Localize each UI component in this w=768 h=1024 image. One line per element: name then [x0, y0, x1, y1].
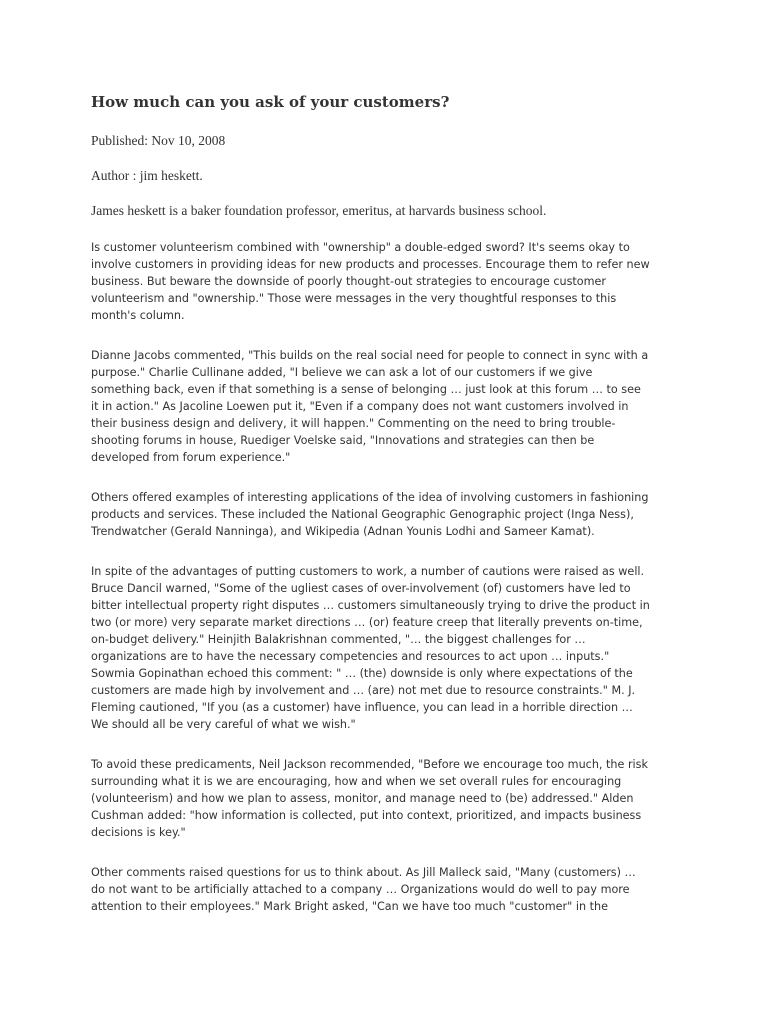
paragraph: Others offered examples of interesting applications of the idea of involving customers in fashioning products and services. These included the National Geographic Genographic project (Inga Ness), Trendwatcher (Gerald Nanninga), and Wikipedia (Adnan Younis Lodhi and Sameer Kamat).	[91, 491, 649, 538]
article-title: How much can you ask of your customers?	[91, 93, 450, 111]
paragraph: Other comments raised questions for us to think about. As Jill Malleck said, "Many (customers) … do not want to be artificially attached to a company … Organizations would do well to pay more attention to their employees." Mark Bright asked, "Can we have too much "customer" in the	[91, 866, 636, 913]
paragraph: Is customer volunteerism combined with "ownership" a double-edged sword? It's seems okay to involve customers in providing ideas for new products and processes. Encourage them to refer new business. But beware the downside of poorly thought-out strategies to encourage customer volunteerism and "ownership." Those were messages in the very thoughtful responses to this month's column.	[91, 241, 650, 322]
paragraph: To avoid these predicaments, Neil Jackson recommended, "Before we encourage too much, the risk surrounding what it is we are encouraging, how and when we set overall rules for encouraging (volunteerism) and how we plan to assess, monitor, and manage need to (be) addressed." Alden Cushman added: "how information is collected, put into context, prioritized, and impacts business decisions is key."	[91, 758, 648, 839]
author-line: Author : jim heskett.	[91, 168, 203, 183]
published-date: Published: Nov 10, 2008	[91, 133, 226, 148]
paragraph: Dianne Jacobs commented, "This builds on the real social need for people to connect in sync with a purpose." Charlie Cullinane added, "I believe we can ask a lot of our customers if we give something back, even if that something is a sense of belonging … just look at this forum … to see it in action." As Jacoline Loewen put it, "Even if a company does not want customers involved in their business design and delivery, it will happen." Commenting on the need to bring trouble-shooting forums in house, Ruediger Voelske said, "Innovations and strategies can then be developed from forum experience."	[91, 349, 649, 464]
paragraph: In spite of the advantages of putting customers to work, a number of cautions were raised as well. Bruce Dancil warned, "Some of the ugliest cases of over-involvement (of) customers have led to bitter intellectual property right disputes … customers simultaneously trying to drive the product in two (or more) very separate market directions … (or) feature creep that literally prevents on-time, on-budget delivery." Heinjith Balakrishnan commented, "… the biggest challenges for … organizations are to have the necessary competencies and resources to act upon … inputs." Sowmia Gopinathan echoed this comment: " … (the) downside is only where expectations of the customers are made high by involvement and … (are) not met due to resource constraints." M. J. Fleming cautioned, "If you (as a customer) have influence, you can lead in a horrible direction … We should all be very careful of what we wish."	[91, 565, 650, 731]
article	[91, 92, 651, 938]
author-bio: James heskett is a baker foundation professor, emeritus, at harvards business school.	[91, 203, 547, 218]
